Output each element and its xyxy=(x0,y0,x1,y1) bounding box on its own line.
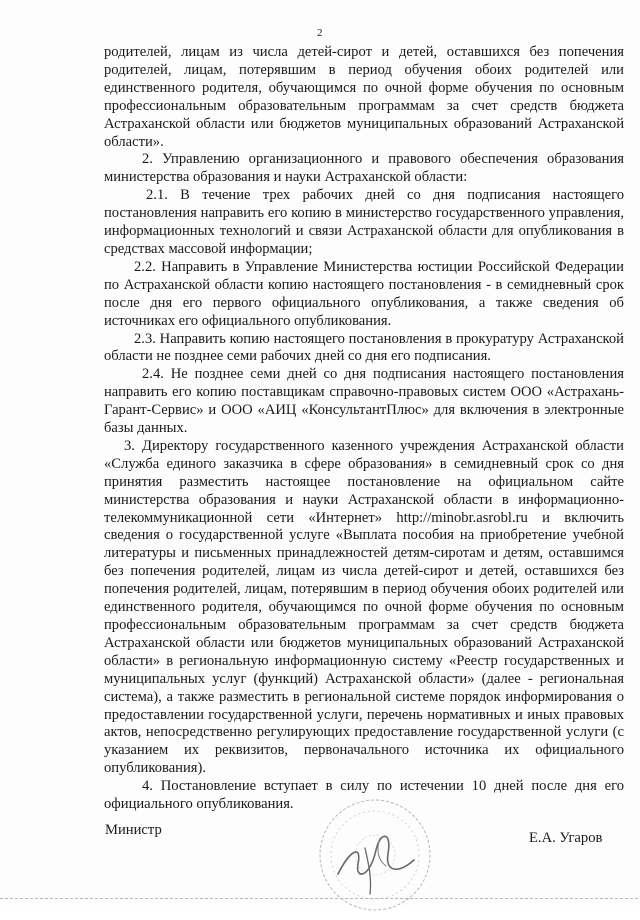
paragraph-2-1: 2.1. В течение трех рабочих дней со дня подписания настоящего постановления направить его копию в министерство государственного управления, информационных технологий и связи Астраханской области для опубликования в средствах массовой информации; xyxy=(104,187,624,257)
paragraph-2-3: 2.3. Направить копию настоящего постановления в прокуратуру Астраханской области не позднее семи рабочих дней со дня его подписания. xyxy=(104,330,624,365)
document-body xyxy=(104,44,624,814)
scan-edge-line xyxy=(0,898,640,899)
paragraph-2-4: 2.4. Не позднее семи дней со дня подписания настоящего постановления направить его копию поставщикам справочно-правовых систем ООО «Астрахань-Гарант-Сервис» и ООО «АИЦ «КонсультантПлюс» для включения в электронные базы данных. xyxy=(104,366,624,437)
paragraph-3: 3. Директору государственного казенного учреждения Астраханской области «Служба единого заказчика в сфере образования» в семидневный срок со дня принятия разместить настоящее постановление на официальном сайте министерства образования и науки Астраханской области в информационно-телекоммуникационной сети «Интернет» http://minobr.asrobl.ru и включить сведения о государственной услуге «Выплата пособия на приобретение учебной литературы и письменных принадлежностей детям-сиротам и детям, оставшимся без попечения родителей, лицам из числа детей-сирот и детей, оставшихся без попечения родителей, лицам, потерявшим в период обучения обоих родителей или единственного родителя, обучающимся по очной форме обучения по основным профессиональным образовательным программам за счет средств бюджета Астраханской области или бюджетов муниципальных образований Астраханской области» в региональную информационную систему «Реестр государственных и муниципальных услуг (функций) Астраханской области» (далее - региональная система), а также разместить в региональной системе порядок информирования о предоставлении государственной услуги, перечень нормативных и иных правовых актов, непосредственно регулирующих предоставление государственной услуги (с указанием их реквизитов, первоначального источника их официального опубликования). xyxy=(104,437,624,777)
page-number: 2 xyxy=(317,27,323,39)
signatory-title: Министр xyxy=(105,822,162,838)
paragraph-continuation: родителей, лицам из числа детей-сирот и детей, оставшихся без попечения родителей, лицам, потерявшим в период обучения обоих родителей или единственного родителя, обучающимся по очной форме обучения по основным профессиональным образовательным программам за счет средств бюджета Астраханской области или бюджетов муниципальных образований Астраханской области». xyxy=(104,44,624,150)
paragraph-4: 4. Постановление вступает в силу по истечении 10 дней после дня его официального опубликования. xyxy=(104,778,624,813)
signatory-name: Е.А. Угаров xyxy=(529,830,603,846)
paragraph-2-2: 2.2. Направить в Управление Министерства юстиции Российской Федерации по Астраханской области копию настоящего постановления - в семидневный срок после дня его первого официального опубликования, а также сведения об источниках его официального опубликования. xyxy=(104,258,624,329)
signature-block xyxy=(0,822,640,882)
seal-and-signature-image xyxy=(310,790,440,920)
paragraph-2: 2. Управлению организационного и правового обеспечения образования министерства образования и науки Астраханской области: xyxy=(104,151,624,186)
